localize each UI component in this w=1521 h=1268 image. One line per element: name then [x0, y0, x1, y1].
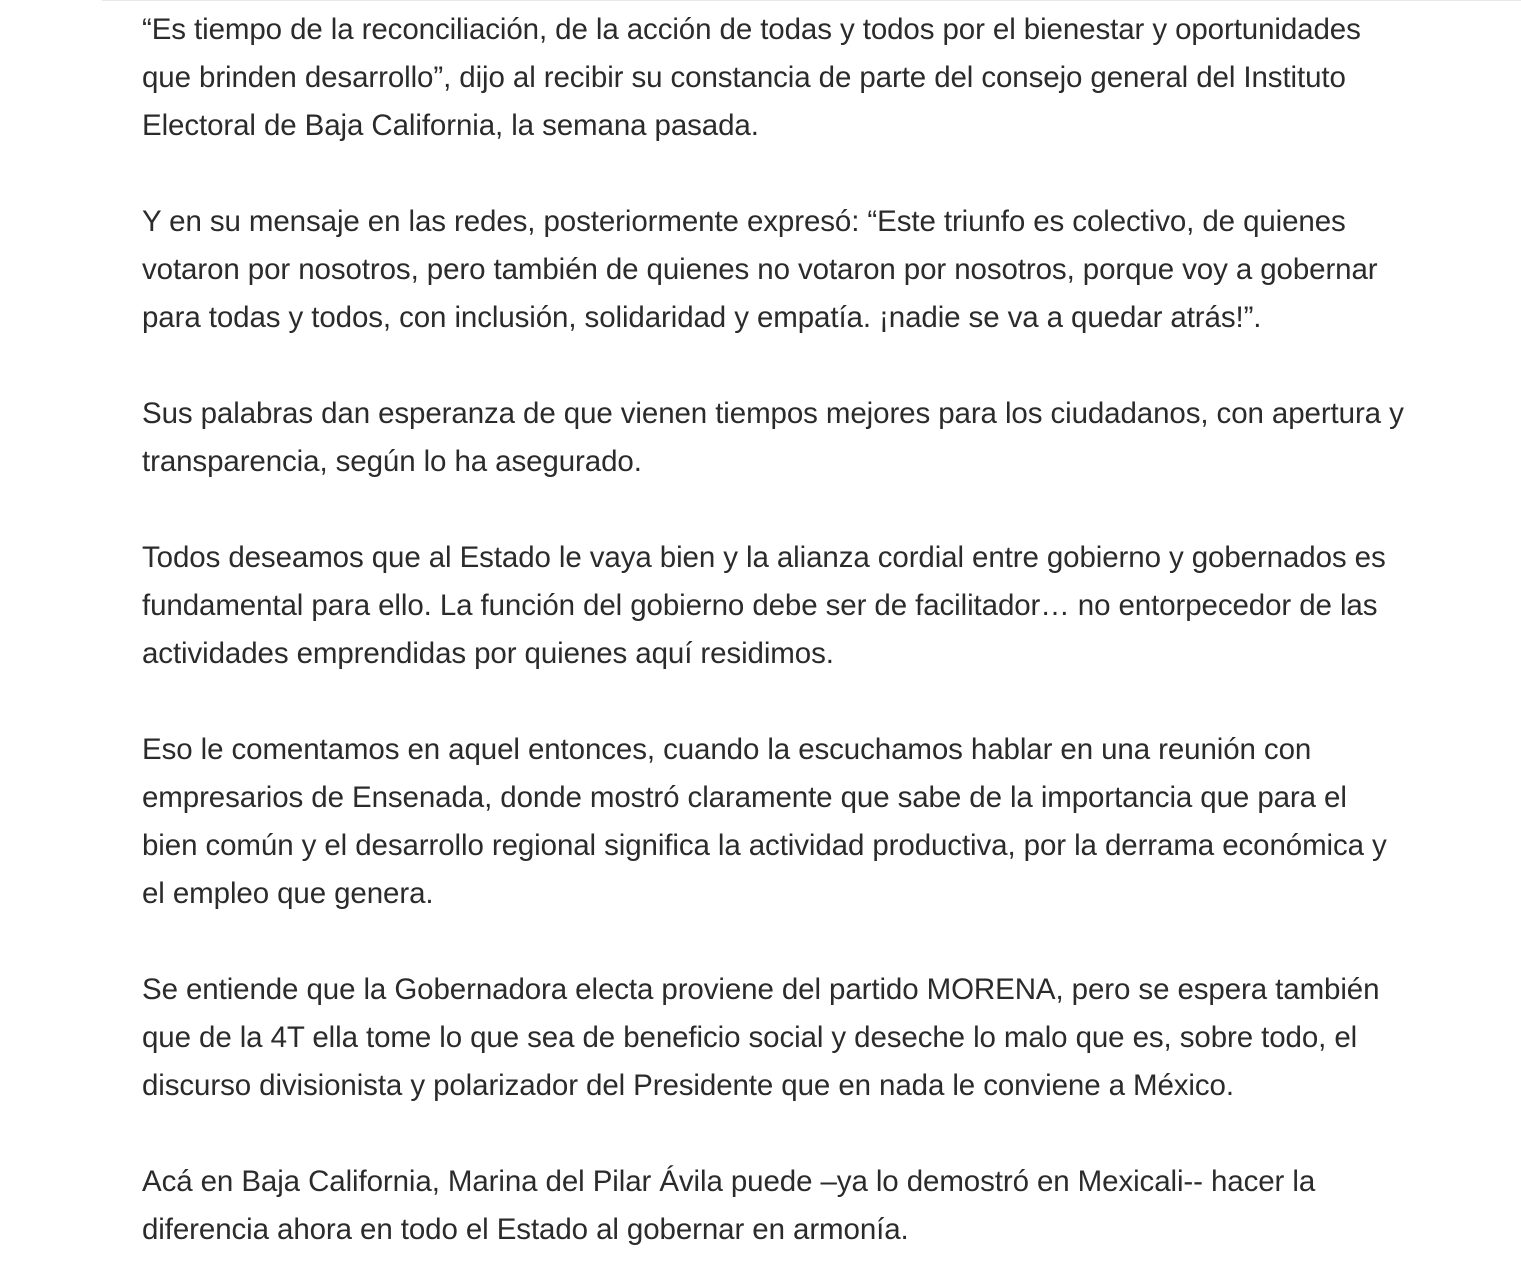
article-body — [142, 6, 1514, 1254]
article-paragraph-5: Eso le comentamos en aquel entonces, cuando la escuchamos hablar en una reunión con empresarios de Ensenada, donde mostró claramente que sabe de la importancia que para el bien común y el desarrollo regional significa la actividad productiva, por la derrama económica y el empleo que genera. — [142, 733, 1387, 910]
article-paragraph-3: Sus palabras dan esperanza de que vienen tiempos mejores para los ciudadanos, con apertura y transparencia, según lo ha asegurado. — [142, 397, 1404, 478]
article-paragraph-6: Se entiende que la Gobernadora electa proviene del partido MORENA, pero se espera también que de la 4T ella tome lo que sea de beneficio social y deseche lo malo que es, sobre todo, el discurso divisionista y polarizador del Presidente que en nada le conviene a México. — [142, 973, 1380, 1102]
article-paragraph-7: Acá en Baja California, Marina del Pilar Ávila puede –ya lo demostró en Mexicali-- hacer la diferencia ahora en todo el Estado al gobernar en armonía. — [142, 1165, 1316, 1246]
article-paragraph-2: Y en su mensaje en las redes, posteriormente expresó: “Este triunfo es colectivo, de quienes votaron por nosotros, pero también de quienes no votaron por nosotros, porque voy a gobernar para todas y todos, con inclusión, solidaridad y empatía. ¡nadie se va a quedar atrás!”. — [142, 205, 1378, 334]
article-paragraph-1: “Es tiempo de la reconciliación, de la acción de todas y todos por el bienestar y oportunidades que brinden desarrollo”, dijo al recibir su constancia de parte del consejo general del Instituto Electoral de Baja California, la semana pasada. — [142, 13, 1361, 142]
article-paragraph-4: Todos deseamos que al Estado le vaya bien y la alianza cordial entre gobierno y gobernados es fundamental para ello. La función del gobierno debe ser de facilitador… no entorpecedor de las actividades emprendidas por quienes aquí residimos. — [142, 541, 1386, 670]
top-divider — [102, 0, 1521, 1]
